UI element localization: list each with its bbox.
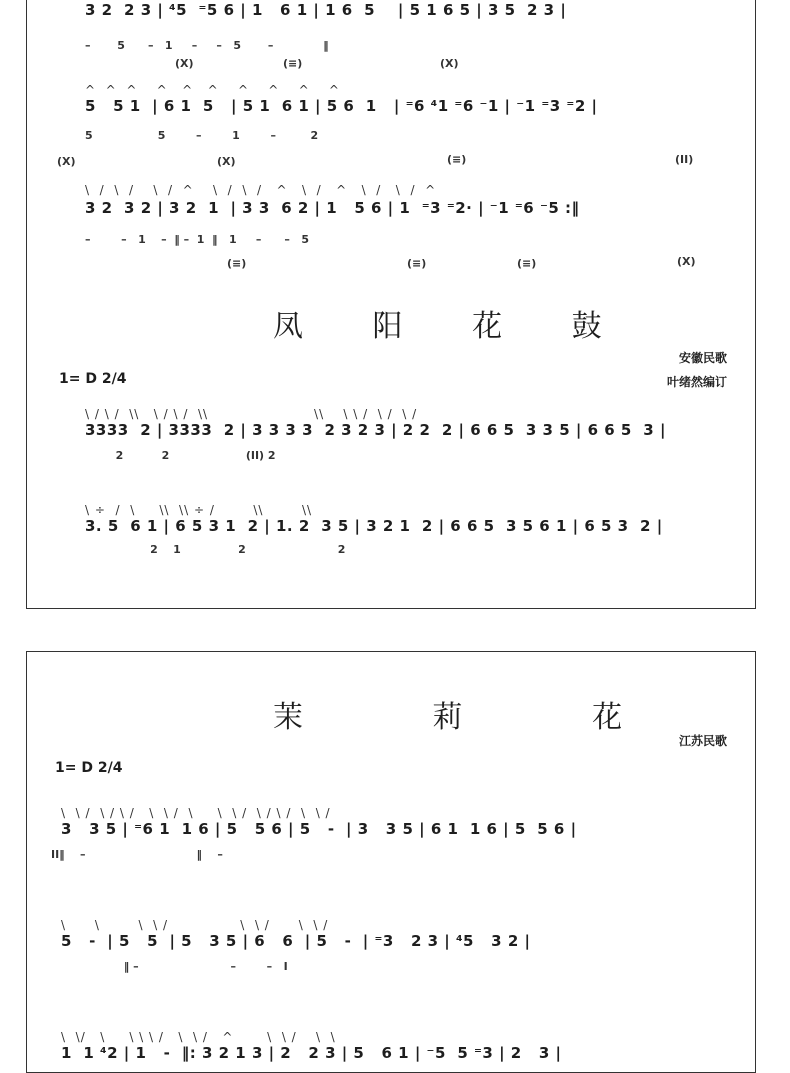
accomp-row-5: 2 1 2 2 <box>85 543 346 556</box>
label-three: (≡) <box>407 257 427 270</box>
score-panel-fengyang <box>26 0 756 609</box>
key-signature: 1= D 2/4 <box>55 760 123 776</box>
melody-row-2: 5 - | 5 5 | 5 3 5 | 6 6 | 5 - | ⁼3 2 3 | ⁴5 3 2 | <box>61 932 531 950</box>
label-X: (X) <box>217 155 236 168</box>
melody-row-1: 3 2 2 3 | ⁴5 ⁼5 6 | 1 6 1 | 1 6 5 | 5 1 6 5 | 3 5 2 3 | <box>85 1 567 19</box>
ornament-row-4: \ / \ / \\ \ / \ / \\ \\ \ \ / \ / \ / <box>85 407 418 421</box>
label-three: (≡) <box>227 257 247 270</box>
accomp-row-2: 5 5 – 1 – 2 <box>85 129 319 142</box>
song-origin: 安徽民歌 <box>678 351 727 365</box>
key-signature: 1= D 2/4 <box>59 371 127 387</box>
label-X: (X) <box>440 57 459 70</box>
score-panel-molihua <box>26 651 756 1073</box>
label-three: (≡) <box>447 153 467 166</box>
melody-row-4: 3333 2 | 3333 2 | 3 3 3 3 2 3 2 3 | 2 2 2 | 6 6 5 3 3 5 | 6 6 5 3 | <box>85 421 666 439</box>
label-three: (≡) <box>517 257 537 270</box>
accomp-row-2: ‖ – – – I <box>51 960 288 973</box>
ornament-row-1: \ \ / \ / \ / \ \ / \ \ \ / \ / \ / \ \ / <box>61 806 331 820</box>
melody-row-5: 3. 5 6 1 | 6 5 3 1 2 | 1. 2 3 5 | 3 2 1 2 | 6 6 5 3 5 6 1 | 6 5 3 2 | <box>85 517 663 535</box>
melody-row-1: 3 3 5 | ⁼6 1 1 6 | 5 5 6 | 5 - | 3 3 5 | 6 1 1 6 | 5 5 6 | <box>61 820 577 838</box>
accomp-row-4: 2 2 (II) 2 <box>85 449 276 462</box>
label-X: (X) <box>57 155 76 168</box>
accomp-row-1: II‖ – ‖ – <box>51 848 223 861</box>
melody-row-3: 3 2 3 2 | 3 2 1 | 3 3 6 2 | 1 5 6 | 1 ⁼3 ⁼2· | ⁻1 ⁼6 ⁻5 :‖ <box>85 199 580 217</box>
accomp-row-3: – – 1 – ‖ – 1 ‖ 1 – – 5 <box>85 233 309 246</box>
song-arranger: 叶绪然编订 <box>666 375 727 389</box>
ornament-row-3: \ / \ / \ / ^ \ / \ / ^ \ / ^ \ / \ / ^ <box>85 183 437 197</box>
accomp-row-1: – 5 – 1 – – 5 – ‖ <box>85 39 329 52</box>
label-X: (X) <box>175 57 194 70</box>
song-title: 茉 莉 花 <box>273 700 683 735</box>
ornament-row-2: ^ ^ ^ ^ ^ ^ ^ ^ ^ ^ <box>85 83 340 97</box>
ornament-row-2: \ \ \ \ / \ \ / \ \ / <box>61 918 329 932</box>
melody-row-3: 1 1 ⁴2 | 1 - ‖: 3 2 1 3 | 2 2 3 | 5 6 1 | ⁻5 5 ⁼3 | 2 3 | <box>61 1044 562 1062</box>
song-title: 凤 阳 花 鼓 <box>273 309 632 344</box>
label-II: (II) <box>675 153 694 166</box>
label-three: (≡) <box>283 57 303 70</box>
ornament-row-5: \ ÷ / \ \\ \\ ÷ / \\ \\ <box>85 503 313 517</box>
label-X: (X) <box>677 255 696 268</box>
melody-row-2: 5 5 1 | 6 1 5 | 5 1 6 1 | 5 6 1 | ⁼6 ⁴1 ⁼6 ⁻1 | ⁻1 ⁼3 ⁼2 | <box>85 97 598 115</box>
song-origin: 江苏民歌 <box>678 734 727 748</box>
ornament-row-3: \ \/ \ \ \ \ / \ \ / ^ \ \ / \ \ <box>61 1030 336 1044</box>
